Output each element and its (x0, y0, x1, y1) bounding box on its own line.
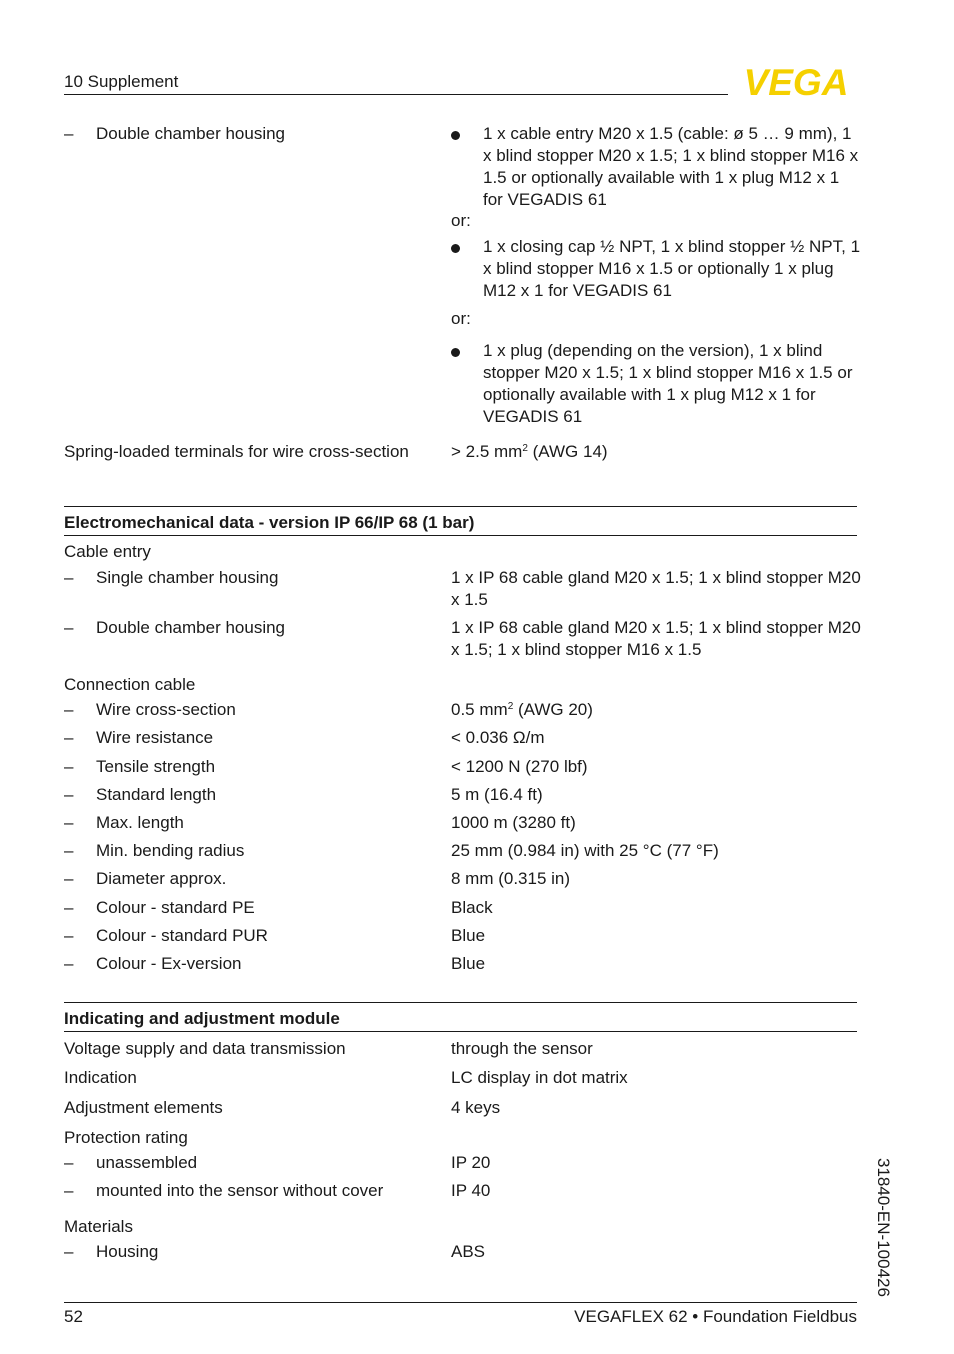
cable-entry-heading: Cable entry (64, 542, 151, 561)
vega-logo-icon (735, 66, 857, 98)
dash-marker: – (64, 898, 74, 917)
spring-terminals-value: > 2.5 $mm^2$ (AWG 14) (451, 442, 608, 461)
dash-marker: – (64, 785, 74, 804)
protection-rating-heading: Protection rating (64, 1128, 188, 1147)
section-title-indicating: Indicating and adjustment module (64, 1009, 340, 1028)
footer-rule (64, 1302, 857, 1303)
dash-marker: – (64, 954, 74, 973)
unassembled-value: IP 20 (451, 1153, 491, 1172)
unassembled-label: unassembled (96, 1153, 198, 1172)
bullet-text: 1 x closing cap ½ NPT, 1 x blind stopper ½ NPT, 1 x blind stopper M16 x 1.5 or optionally 1 x plug M12 x 1 for VEGADIS 61 (483, 237, 861, 300)
dash-marker: – (64, 841, 74, 860)
indication-value: LC display in dot matrix (451, 1068, 628, 1087)
single-chamber-value: 1 x IP 68 cable gland M20 x 1.5; 1 x blind stopper M20 x 1.5 (451, 568, 861, 609)
spec-value: Black (451, 898, 493, 917)
adjustment-elements-value: 4 keys (451, 1098, 501, 1117)
spec-value: 8 mm (0.315 in) (451, 869, 571, 888)
spec-value: Blue (451, 954, 486, 973)
double-chamber-label: Double chamber housing (96, 618, 286, 637)
dash-marker: – (64, 1181, 74, 1200)
spec-label: Min. bending radius (96, 841, 245, 860)
spec-label: Max. length (96, 813, 184, 832)
spec-label: Colour - standard PE (96, 898, 255, 917)
dash-marker: – (64, 1153, 74, 1172)
dash-marker: – (64, 926, 74, 945)
vega-logo-text: VEGA (743, 66, 849, 98)
vega-logo (735, 66, 857, 98)
spec-label: Tensile strength (96, 757, 216, 776)
spec-value: Blue (451, 926, 486, 945)
bullet-item (451, 236, 861, 302)
housing-value: ABS (451, 1242, 486, 1261)
section-rule-bottom (64, 535, 857, 536)
dash-marker: – (64, 124, 74, 143)
or-separator: or: (451, 309, 471, 328)
section-rule-top (64, 506, 857, 507)
housing-label: Housing (96, 1242, 159, 1261)
bullet-dot-icon (451, 348, 460, 357)
bullet-dot-icon (451, 131, 460, 140)
section-rule-bottom (64, 1031, 857, 1032)
dash-marker: – (64, 618, 74, 637)
dash-marker: – (64, 813, 74, 832)
spec-value: 5 m (16.4 ft) (451, 785, 543, 804)
spec-value: < 0.036 Ω/m (451, 728, 545, 747)
spec-label: Colour - standard PUR (96, 926, 268, 945)
bullet-item (451, 340, 861, 428)
mounted-label: mounted into the sensor without cover (96, 1181, 384, 1200)
wire-cross-section-label: Wire cross-section (96, 700, 236, 719)
materials-heading: Materials (64, 1217, 133, 1236)
spring-terminals-label: Spring-loaded terminals for wire cross-section (64, 442, 409, 461)
wire-cross-section-value: 0.5 $mm^2$ (AWG 20) (451, 700, 593, 719)
dash-marker: – (64, 757, 74, 776)
single-chamber-label: Single chamber housing (96, 568, 279, 587)
spec-value: 25 mm (0.984 in) with 25 °C (77 °F) (451, 841, 719, 860)
spec-value: 1000 m (3280 ft) (451, 813, 576, 832)
mounted-value: IP 40 (451, 1181, 491, 1200)
section-title-electromechanical: Electromechanical data - version IP 66/IP 68 (1 bar) (64, 513, 475, 532)
dash-marker: – (64, 1242, 74, 1261)
page-number: 52 (64, 1307, 83, 1326)
spec-label: Diameter approx. (96, 869, 227, 888)
connection-cable-heading: Connection cable (64, 675, 196, 694)
document-code: 31840-EN-100426 (874, 1158, 893, 1297)
header-rule (64, 94, 728, 95)
or-separator: or: (451, 211, 471, 230)
product-name: VEGAFLEX 62 • Foundation Fieldbus (574, 1307, 857, 1326)
bullet-text: 1 x cable entry M20 x 1.5 (cable: ø 5 … 9 mm), 1 x blind stopper M20 x 1.5; 1 x blind stopper M16 x 1.5 or optionally available with 1 x plug M12 x 1 for VEGADIS 61 (483, 124, 859, 209)
bullet-dot-icon (451, 244, 460, 253)
section-rule-top (64, 1002, 857, 1003)
voltage-supply-label: Voltage supply and data transmission (64, 1039, 346, 1058)
spec-value: < 1200 N (270 lbf) (451, 757, 588, 776)
running-header: 10 Supplement (64, 72, 179, 91)
dash-marker: – (64, 700, 74, 719)
dash-marker: – (64, 568, 74, 587)
bullet-item (451, 123, 861, 211)
spec-label: Wire resistance (96, 728, 214, 747)
spec-label: Colour - Ex-version (96, 954, 242, 973)
dash-marker: – (64, 728, 74, 747)
voltage-supply-value: through the sensor (451, 1039, 593, 1058)
adjustment-elements-label: Adjustment elements (64, 1098, 223, 1117)
double-chamber-label: Double chamber housing (96, 124, 286, 143)
double-chamber-value: 1 x IP 68 cable gland M20 x 1.5; 1 x blind stopper M20 x 1.5; 1 x blind stopper M16 x 1.5 (451, 618, 861, 659)
indication-label: Indication (64, 1068, 137, 1087)
bullet-text: 1 x plug (depending on the version), 1 x blind stopper M20 x 1.5; 1 x blind stopper M16 x 1.5 or optionally available with 1 x plug M12 x 1 for VEGADIS 61 (483, 341, 853, 426)
spec-label: Standard length (96, 785, 217, 804)
dash-marker: – (64, 869, 74, 888)
